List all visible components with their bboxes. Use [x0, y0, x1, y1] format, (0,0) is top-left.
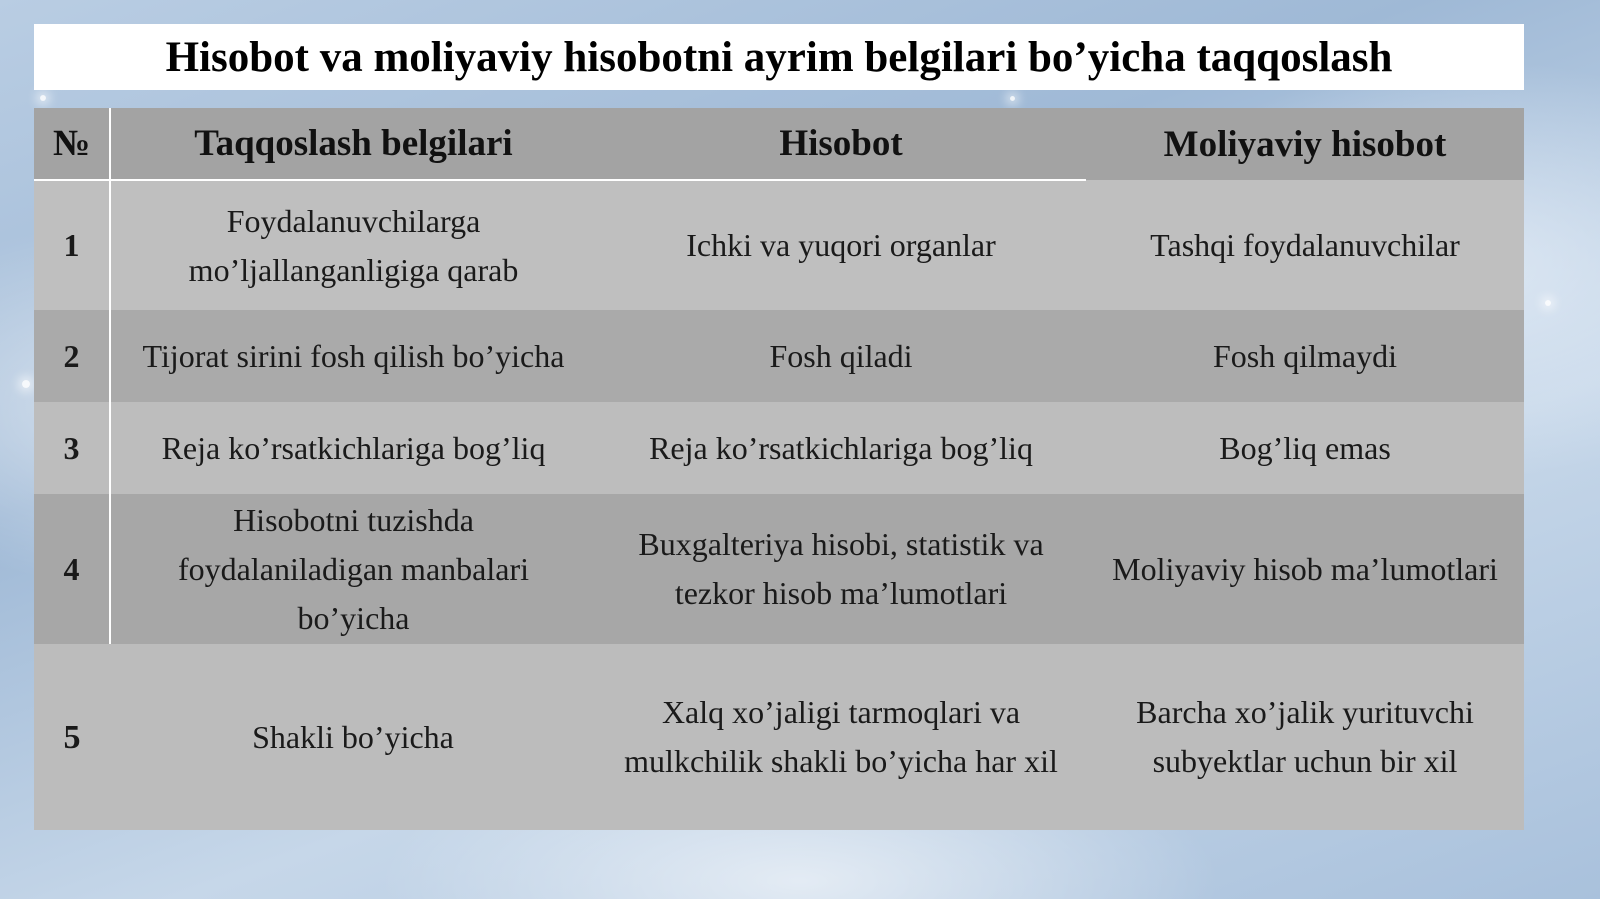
table-row — [34, 402, 1524, 494]
title-banner — [34, 24, 1524, 90]
report-cell: Fosh qiladi — [769, 337, 913, 374]
background-sparkle — [40, 95, 46, 101]
table-row — [34, 180, 1524, 310]
criteria-text: Hisobotni tuzishda foydalaniladigan manbalari bo’yicha — [178, 501, 529, 636]
report-cell: Buxgalteriya hisobi, statistik va tezkor hisob ma’lumotlari — [638, 526, 1044, 611]
report-text: Xalq xo’jaligi tarmoqlari va mulkchilik shakli bo’yicha har xil — [624, 694, 1058, 779]
header-financial-report: Moliyaviy hisobot — [1163, 123, 1447, 165]
criteria-cell — [110, 494, 596, 644]
table-header-row — [34, 108, 1524, 180]
page-title: Hisobot va moliyaviy hisobotni ayrim belgilari bo’yicha taqqoslash — [165, 33, 1393, 81]
row-number: 5 — [63, 718, 81, 756]
table-row — [34, 494, 1524, 644]
comparison-table — [34, 108, 1524, 830]
row-number: 4 — [34, 494, 110, 644]
financial-report-cell: Fosh qilmaydi — [1212, 337, 1397, 374]
report-cell: Reja ko’rsatkichlariga bog’liq — [649, 429, 1033, 466]
header-criteria: Taqqoslash belgilari — [110, 108, 596, 180]
header-number: № — [34, 108, 110, 180]
criteria-cell — [110, 180, 596, 310]
header-report: Hisobot — [596, 108, 1086, 180]
row-number: 3 — [34, 402, 110, 494]
criteria-cell: Tijorat sirini fosh qilish bo’yicha — [142, 337, 565, 374]
criteria-cell: Reja ko’rsatkichlariga bog’liq — [161, 429, 546, 466]
background-sparkle — [22, 380, 30, 388]
row-number: 1 — [34, 180, 110, 310]
report-cell — [596, 644, 1086, 830]
criteria-cell: Shakli bo’yicha — [252, 718, 454, 755]
financial-report-text: Barcha xo’jalik yurituvchi subyektlar uchun bir xil — [1136, 694, 1474, 779]
financial-report-cell: Bog’liq emas — [1219, 429, 1391, 466]
row-number: 2 — [34, 310, 110, 402]
financial-report-cell — [1086, 644, 1524, 830]
background-sparkle — [1545, 300, 1551, 306]
financial-report-cell: Moliyaviy hisob ma’lumotlari — [1112, 550, 1498, 587]
criteria-text: Foydalanuvchilarga mo’ljallanganligiga qarab — [188, 202, 519, 288]
report-cell: Ichki va yuqori organlar — [686, 227, 996, 263]
financial-report-cell: Tashqi foydalanuvchilar — [1150, 226, 1460, 263]
background-sparkle — [1010, 96, 1015, 101]
table-row — [34, 310, 1524, 402]
table-row — [34, 644, 1524, 830]
